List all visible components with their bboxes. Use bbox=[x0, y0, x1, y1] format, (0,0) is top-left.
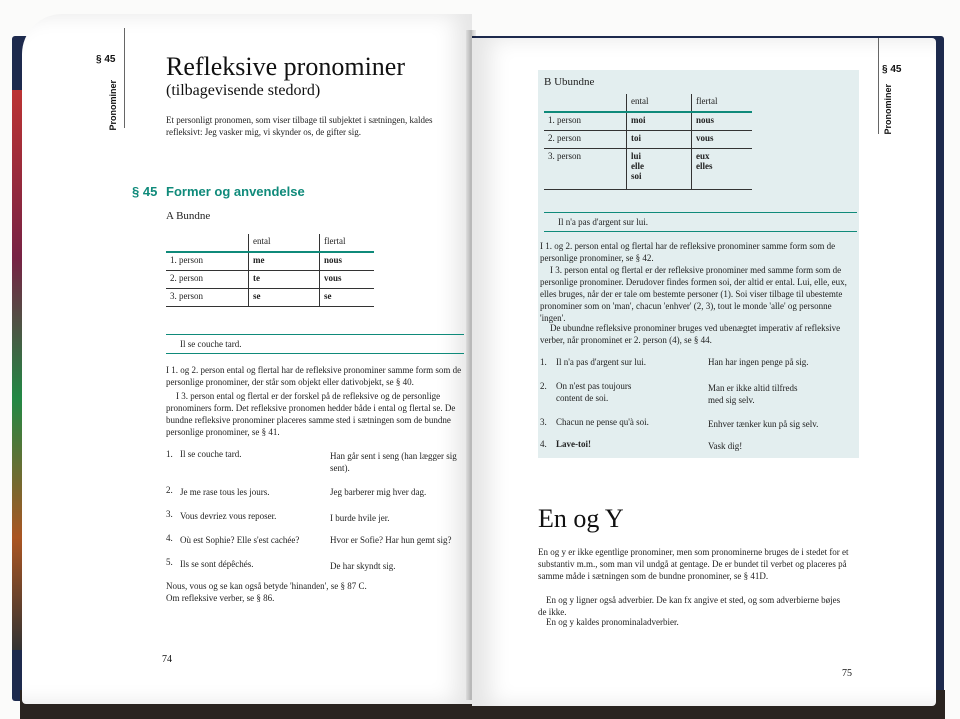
table-ubundne bbox=[544, 94, 752, 190]
example-danish: Hvor er Sofie? Har hun gemt sig? bbox=[330, 535, 452, 545]
example-number: 3. bbox=[540, 417, 547, 427]
en-paragraph-3: En og y kaldes pronominaladverbier. bbox=[546, 617, 679, 627]
example-number: 5. bbox=[166, 557, 173, 567]
example-number: 3. bbox=[166, 509, 173, 519]
example-danish: De har skyndt sig. bbox=[330, 561, 396, 571]
section-number: § 45 bbox=[132, 184, 158, 199]
page-title: Refleksive pronominer bbox=[166, 52, 405, 81]
intro-text: Et personligt pronomen, som viser tilbage til subjektet i sætningen, kaldes refleksivt: Jeg vasker mig, vi skynder os, de gifter sig. bbox=[166, 115, 433, 137]
example-danish: I burde hvile jer. bbox=[330, 513, 390, 523]
example-danish: Vask dig! bbox=[708, 441, 743, 451]
example-sentence: Il n'a pas d'argent sur lui. bbox=[558, 217, 649, 227]
page-number-right: 75 bbox=[842, 668, 852, 679]
example-danish: Han går sent i seng (han lægger sig sent). bbox=[330, 451, 457, 473]
example-number: 2. bbox=[166, 485, 173, 495]
example-french: Il n'a pas d'argent sur lui. bbox=[556, 357, 647, 367]
header-rule-right bbox=[878, 38, 879, 134]
example-french: Je me rase tous les jours. bbox=[180, 487, 270, 497]
paragraph-2-right: I 3. person ental og flertal er der refleksive pronominer med samme form som de personlige pronominer. Derudover findes formen soi, der altid er ental. Lui, elle, eux, elles bruges, når der er tale om bestemte personer (1). Soi viser tilbage til ubestemte pronominer som on 'man', chacun 'enhver' (2, 3), tout le monde 'alle' og personne 'ingen'. bbox=[540, 265, 847, 323]
example-danish: Man er ikke altid tilfreds med sig selv. bbox=[708, 383, 798, 405]
table-row: 2. person toi vous bbox=[544, 131, 752, 149]
example-number: 1. bbox=[166, 449, 173, 459]
cover-edge bbox=[12, 90, 22, 650]
table-row: 3. person lui elle soi eux elles bbox=[544, 149, 752, 190]
section-heading: Former og anvendelse bbox=[166, 184, 305, 199]
table-header: ental bbox=[249, 234, 320, 252]
table-row: 3. person se se bbox=[166, 289, 374, 307]
subheading-a: A Bundne bbox=[166, 210, 211, 222]
section-tab-left: § 45 bbox=[96, 54, 116, 65]
example-french: On n'est pas toujours content de soi. bbox=[556, 381, 632, 403]
table-header: flertal bbox=[692, 94, 753, 112]
table-header: ental bbox=[627, 94, 692, 112]
page-subtitle: (tilbagevisende stedord) bbox=[166, 82, 321, 99]
subheading-b: B Ubundne bbox=[544, 76, 595, 88]
example-number: 2. bbox=[540, 381, 547, 391]
vertical-label-left: Pronominer bbox=[108, 80, 118, 131]
table-header bbox=[544, 94, 627, 112]
example-number: 1. bbox=[540, 357, 547, 367]
table-header: flertal bbox=[320, 234, 375, 252]
example-box-left bbox=[166, 334, 464, 354]
note-verbs: Om refleksive verber, se § 86. bbox=[166, 593, 275, 603]
en-paragraph-2: En og y ligner også adverbier. De kan fx angive et sted, og som adverbierne bøjes de ikke. bbox=[538, 595, 841, 617]
paragraph-1-right: I 1. og 2. person ental og flertal har de refleksive pronominer samme form som de personlige pronominer, se § 42. bbox=[540, 241, 836, 263]
example-danish: Jeg barberer mig hver dag. bbox=[330, 487, 427, 497]
example-box-right bbox=[544, 212, 857, 232]
example-french: Lave-toi! bbox=[556, 439, 591, 449]
table-row: 2. person te vous bbox=[166, 271, 374, 289]
example-french: Où est Sophie? Elle s'est cachée? bbox=[180, 535, 300, 545]
section-tab-right: § 45 bbox=[882, 64, 902, 75]
table-header bbox=[166, 234, 249, 252]
example-french: Ils se sont dépêchés. bbox=[180, 559, 254, 569]
header-rule-left bbox=[124, 28, 125, 128]
paragraph-2: I 3. person ental og flertal er der forskel på de refleksive og de personlige pronominers form. Det refleksive pronomen hedder både i ental og flertal se. De bundne refleksive pronominer placeres samme sted i sætningen som de bundne personlige pronominer, se § 41. bbox=[166, 391, 456, 437]
table-row: 1. person moi nous bbox=[544, 112, 752, 131]
example-french: Il se couche tard. bbox=[180, 449, 242, 459]
example-danish: Han har ingen penge på sig. bbox=[708, 357, 809, 367]
paragraph-1: I 1. og 2. person ental og flertal har de refleksive pronominer samme form som de personlige pronominer, der står som objekt eller dativobjekt, se § 40. bbox=[166, 365, 462, 387]
example-french: Vous devriez vous reposer. bbox=[180, 511, 277, 521]
en-og-y-title: En og Y bbox=[538, 504, 624, 533]
note-hinanden: Nous, vous og se kan også betyde 'hinanden', se § 87 C. bbox=[166, 581, 367, 591]
table-bundne bbox=[166, 234, 374, 307]
page-number-left: 74 bbox=[162, 654, 172, 665]
example-sentence: Il se couche tard. bbox=[180, 339, 242, 349]
example-number: 4. bbox=[540, 439, 547, 449]
vertical-label-right: Pronominer bbox=[883, 84, 893, 135]
en-paragraph-1: En og y er ikke egentlige pronominer, men som pronominerne bruges de i stedet for et substantiv m.m., som man vil undgå at gentage. De er bundet til verbet og placeres på samme måde i sætningen som de bundne pronominer, se § 41D. bbox=[538, 547, 849, 581]
table-row: 1. person me nous bbox=[166, 252, 374, 271]
paragraph-3-right: De ubundne refleksive pronominer bruges ved ubenægtet imperativ af refleksive verber, når pronominet er 2. person (4), se § 44. bbox=[540, 323, 841, 345]
example-danish: Enhver tænker kun på sig selv. bbox=[708, 419, 819, 429]
example-french: Chacun ne pense qu'à soi. bbox=[556, 417, 649, 427]
example-number: 4. bbox=[166, 533, 173, 543]
